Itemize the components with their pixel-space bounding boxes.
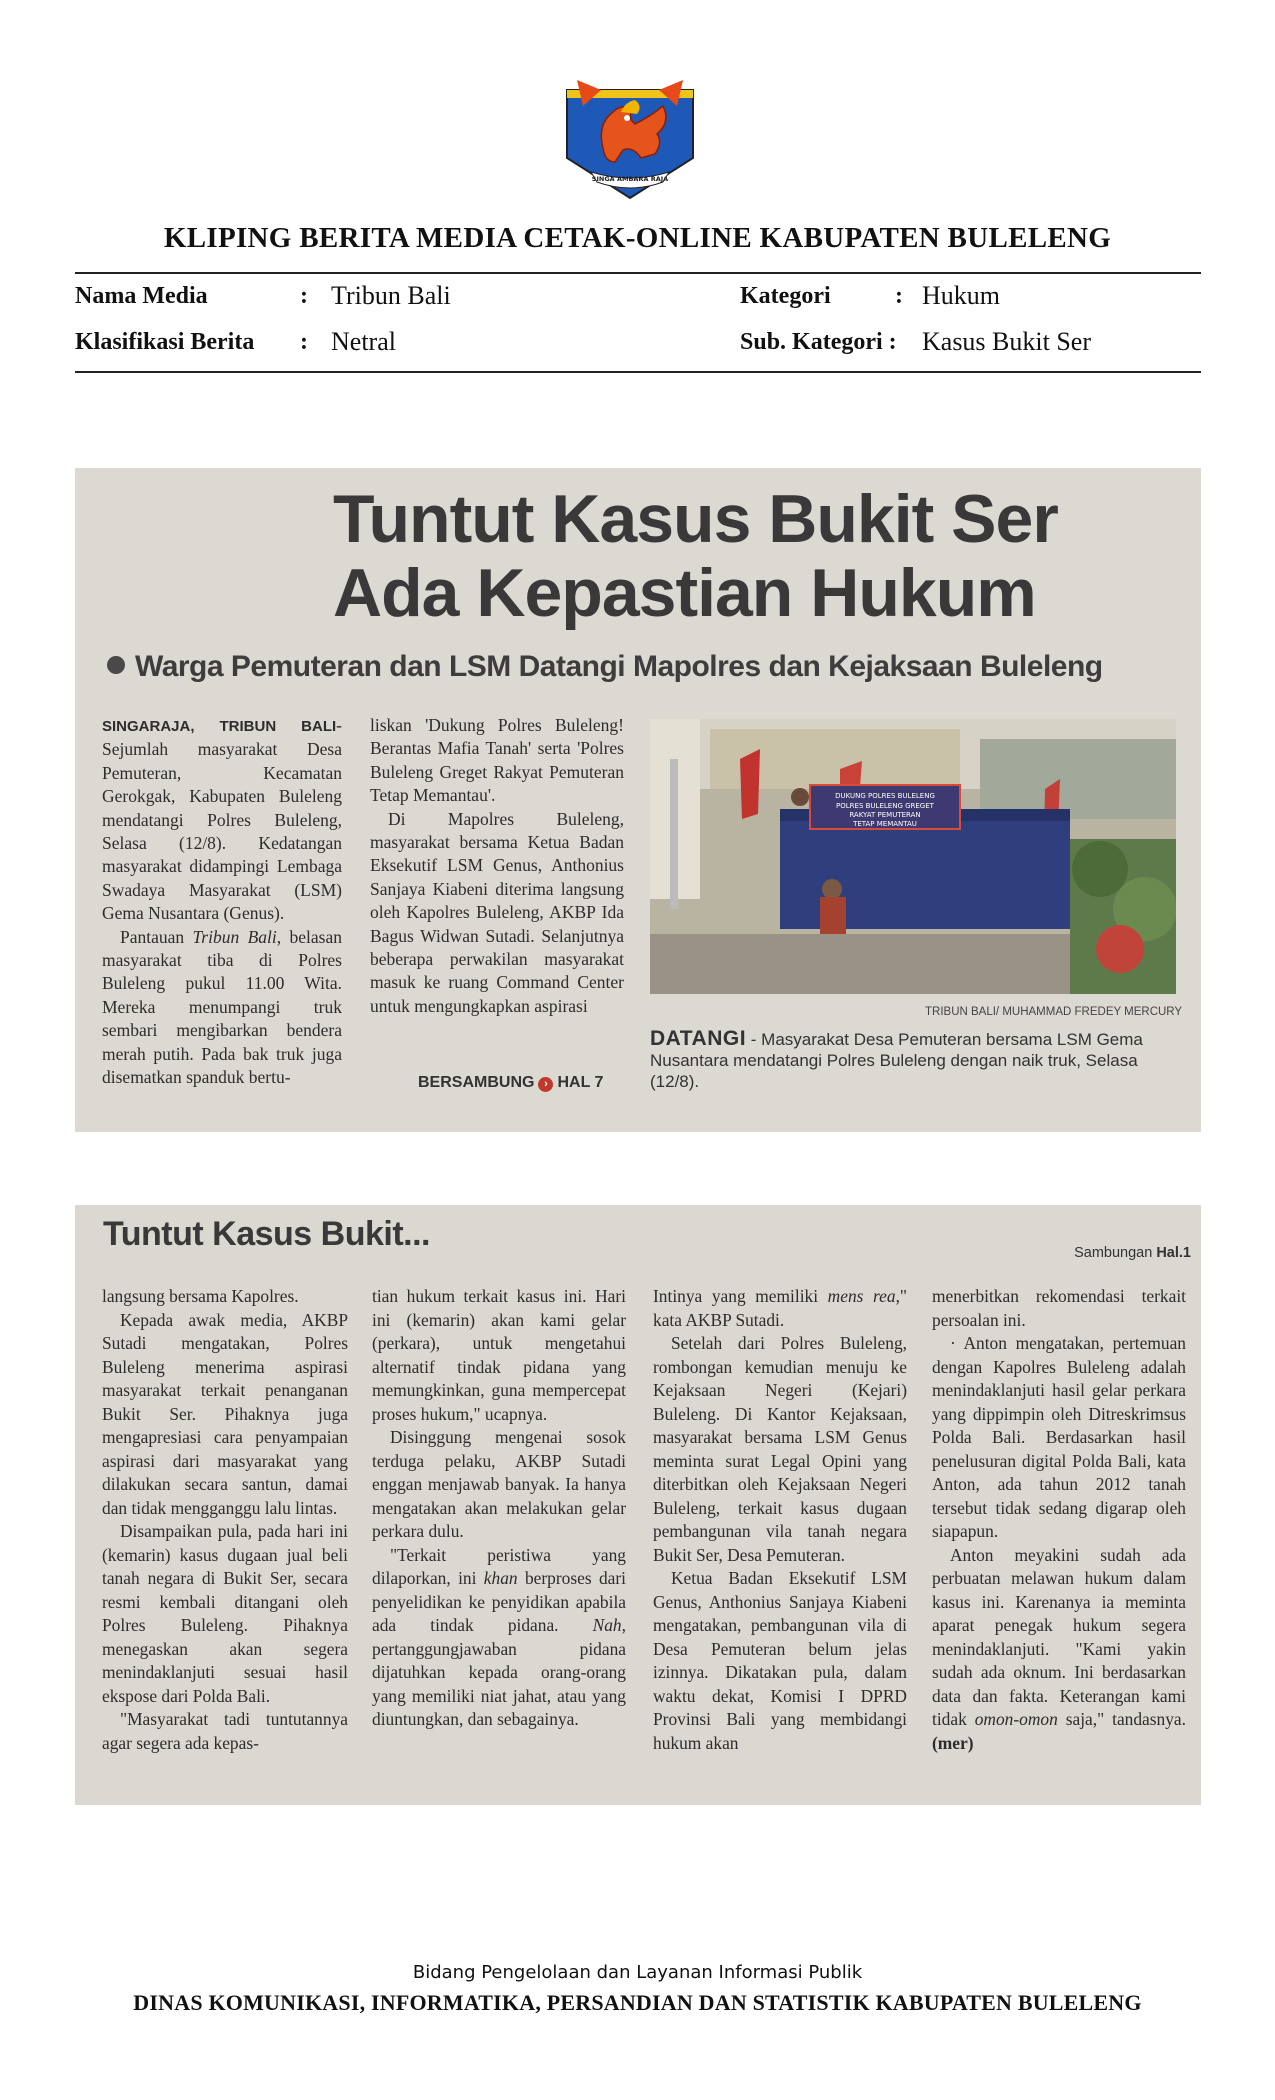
document-title: KLIPING BERITA MEDIA CETAK-ONLINE KABUPATEN BULELENG: [163, 222, 1112, 254]
article-col2-para2: Di Mapolres Buleleng, masyarakat bersama Ketua Badan Eksekutif LSM Genus, Anthonius Sanjaya Kiabeni diterima langsung oleh Kapolres Buleleng, AKBP Ida Bagus Widwan Sutadi. Selanjutnya beberapa perwakilan masyarakat masuk ke ruang Command Center untuk mengungkapkan aspirasi: [370, 808, 624, 1016]
kabupaten-buleleng-logo: [563, 76, 697, 201]
continuation-column-4: menerbitkan rekomendasi terkait persoalan ini. · Anton mengatakan, pertemuan dengan Kapolres Buleleng adalah menindaklanjuti hasil gelar perkara yang dippimpin oleh Ditreskrimsus Polda Bali. Berdasarkan hasil penelusuran digital Polda Bali, kata Anton, ada tahun 2012 tanah tersebut tidak sedang digarap oleh siapapun. Anton meyakini sudah ada perbuatan melawan hukum dalam kasus ini. Karenanya ia meminta aparat penegak hukum segera menindaklanjuti. "Kami yakin sudah ada oknum. Ini berdasarkan data dan fakta. Keterangan kami tidak omon-omon saja," tandasnya. (mer): [932, 1286, 1186, 1753]
media-label: Nama Media: [75, 283, 208, 309]
article-col1-para1: SINGARAJA, TRIBUN BALI- Sejumlah masyarakat Desa Pemuteran, Kecamatan Gerokgak, Kabupaten Buleleng mendatangi Polres Buleleng, Selasa (12/8). Kedatangan masyarakat didampingi Lembaga Swadaya Masyarakat (LSM) Gema Nusantara (Genus).: [102, 715, 342, 924]
arrow-right-icon: ›: [538, 1077, 553, 1092]
kategori-value: Hukum: [922, 281, 1000, 310]
subkategori-label: Sub. Kategori :: [740, 329, 897, 355]
banner-line-1: DUKUNG POLRES BULELENG: [835, 792, 935, 800]
photo-credit: TRIBUN BALI/ MUHAMMAD FREDEY MERCURY: [925, 1006, 1183, 1018]
title-rule: [75, 272, 1201, 274]
klasifikasi-label: Klasifikasi Berita: [75, 329, 255, 355]
bullet-icon: [107, 656, 125, 674]
news-clipping-front-page: [75, 468, 1201, 1132]
media-colon: :: [300, 283, 308, 309]
logo-motto: SINGA AMBARA RAJA: [591, 175, 669, 183]
subkategori-value: Kasus Bukit Ser: [922, 327, 1091, 356]
continuation-column-2: tian hukum terkait kasus ini. Hari ini (kemarin) akan kami gelar (perkara), untuk mengetahui alternatif tindak pidana yang memungkinkan, guna mempercepat proses hukum," ucapnya. Disinggung mengenai sosok terduga pelaku, AKBP Sutadi enggan menjawab banyak. Ia hanya mengatakan akan melakukan gelar perkara dulu. "Terkait peristiwa yang dilaporkan, ini khan berproses dari penyelidikan ke penyidikan apabila ada tindak pidana. Nah, pertanggungjawaban pidana dijatuhkan kepada orang-orang yang memiliki niat jahat, atau yang diuntungkan, dan sebagainya.: [372, 1286, 626, 1729]
headline-line-2: Ada Kepastian Hukum: [333, 555, 1036, 631]
news-photo-truck-protest: [650, 719, 1176, 994]
banner-line-2: POLRES BULELENG GREGET: [836, 802, 934, 810]
subheadline: [107, 650, 1103, 684]
article-col1-para2: Pantauan Tribun Bali, belasan masyarakat tiba di Polres Buleleng pukul 11.00 Wita. Mereka menumpangi truk sembari mengibarkan bendera merah putih. Pada bak truk juga disematkan spanduk bertu-: [102, 926, 342, 1088]
kategori-colon: :: [895, 283, 903, 309]
article-column-1: [102, 714, 342, 1090]
footer-department: Bidang Pengelolaan dan Layanan Informasi Publik: [412, 1962, 863, 1983]
continuation-column-1: langsung bersama Kapolres. Kepada awak media, AKBP Sutadi mengatakan, Polres Buleleng menerima aspirasi masyarakat terkait penanganan Bukit Ser. Pihaknya juga mengapresiasi cara penyampaian aspirasi dari masyarakat yang dilakukan secara santun, damai dan tidak mengganggu lalu lintas. Disampaikan pula, pada hari ini (kemarin) kasus dugaan jual beli tanah negara di Bukit Ser, secara resmi kembali ditangani oleh Polres Buleleng. Pihaknya menegaskan akan segera menindaklanjuti sesuai hasil ekspose dari Polda Bali. "Masyarakat tadi tuntutannya agar segera ada kepas-: [102, 1286, 348, 1753]
footer-agency: DINAS KOMUNIKASI, INFORMATIKA, PERSANDIAN DAN STATISTIK KABUPATEN BULELENG: [133, 1990, 1142, 2015]
photo-caption: DATANGI - Masyarakat Desa Pemuteran bersama LSM Gema Nusantara mendatangi Polres Buleleng dengan naik truk, Selasa (12/8).: [650, 1027, 1143, 1091]
banner-line-3: RAKYAT PEMUTERAN: [849, 811, 921, 819]
continuation-source: Sambungan Hal.1: [1074, 1245, 1191, 1261]
article-column-2: [370, 714, 624, 1018]
media-value: Tribun Bali: [331, 281, 451, 310]
meta-bottom-rule: [75, 371, 1201, 373]
subheadline-text: Warga Pemuteran dan LSM Datangi Mapolres dan Kejaksaan Buleleng: [135, 650, 1103, 683]
kategori-label: Kategori: [740, 283, 831, 309]
continuation-column-3: Intinya yang memiliki mens rea," kata AKBP Sutadi. Setelah dari Polres Buleleng, rombongan kemudian menuju ke Kejaksaan Negeri (Kejari) Buleleng. Di Kantor Kejaksaan, masyarakat bersama LSM Genus meminta surat Legal Opini yang diterbitkan oleh Kejaksaan Negeri Buleleng, terkait kasus dugaan pembangunan vila tanah negara Bukit Ser, Desa Pemuteran. Ketua Badan Eksekutif LSM Genus, Anthonius Sanjaya Kiabeni mengatakan, pembangunan vila di Desa Pemuteran belum jelas izinnya. Dikatakan pula, dalam waktu dekat, Komisi I DPRD Provinsi Bali yang membidangi hukum akan: [653, 1286, 908, 1753]
banner-line-4: TETAP MEMANTAU: [853, 820, 917, 828]
article-col2-para1: liskan 'Dukung Polres Buleleng! Berantas Mafia Tanah' serta 'Polres Buleleng Greget Rakyat Pemuteran Tetap Memantau'.: [370, 715, 624, 806]
author-initials: (mer): [932, 1732, 974, 1753]
news-clipping-continuation: [75, 1205, 1201, 1805]
headline-line-1: Tuntut Kasus Bukit Ser: [333, 481, 1058, 557]
continued-marker: BERSAMBUNG › HAL 7: [418, 1074, 604, 1091]
dateline: SINGARAJA, TRIBUN BALI: [102, 718, 337, 735]
klasifikasi-colon: :: [300, 329, 308, 355]
klasifikasi-value: Netral: [331, 327, 396, 356]
continuation-headline: Tuntut Kasus Bukit...: [103, 1215, 430, 1253]
